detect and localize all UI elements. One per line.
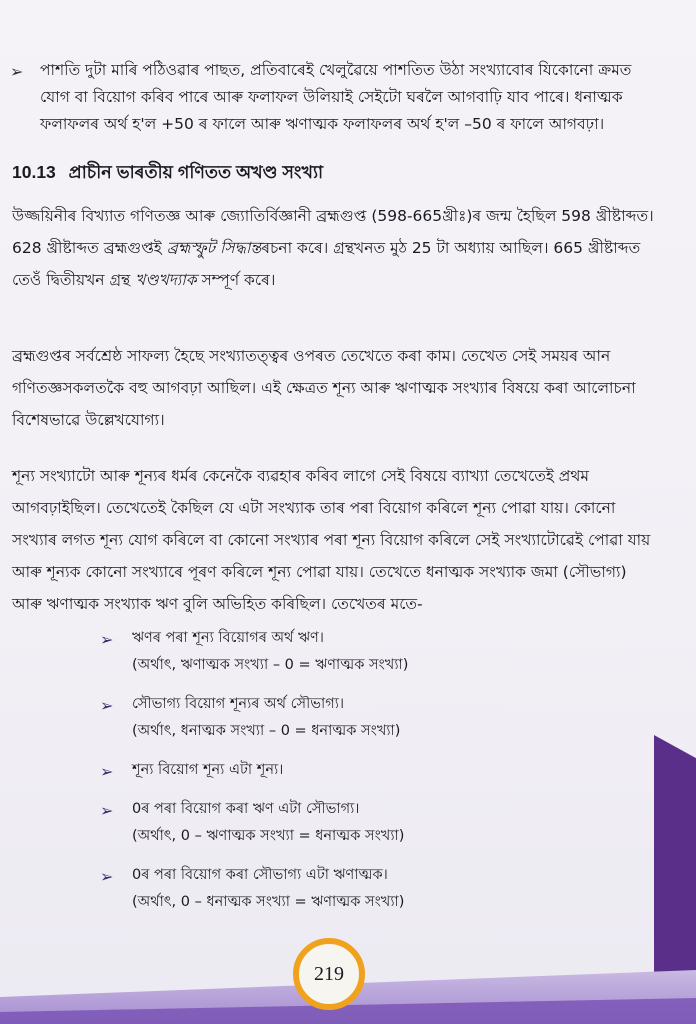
intro-line: পাশতি দুটা মাৰি পঠিওৱাৰ পাছত, প্ৰতিবাৰেই খেলুৱৈয়ে পাশতিত উঠা সংখ্যাবোৰ যিকোনো ক্ৰমত xyxy=(40,61,632,79)
paragraph-zero-rules xyxy=(12,460,682,620)
list-item xyxy=(100,625,660,679)
rule-example: (অৰ্থাৎ, ধনাত্মক সংখ্যা – 0 = ধনাত্মক সংখ্যা) xyxy=(132,723,401,739)
book-title: ব্ৰহ্মস্ফুট সিদ্ধান্ত xyxy=(166,239,262,257)
page-number: 219 xyxy=(314,962,344,985)
rule-example: (অৰ্থাৎ, ঋণাত্মক সংখ্যা – 0 = ঋণাত্মক সংখ্যা) xyxy=(132,657,409,673)
section-number: 10.13 xyxy=(12,162,56,182)
bullet-arrow-icon: ➢ xyxy=(100,801,114,820)
rule-text: শূন্য বিয়োগ শূন্য এটা শূন্য। xyxy=(132,762,284,778)
rule-text: ঋণৰ পৰা শূন্য বিয়োগৰ অৰ্থ ঋণ। xyxy=(132,630,324,646)
bullet-arrow-icon: ➢ xyxy=(100,696,114,715)
paragraph-line: তেওঁ দ্বিতীয়খন গ্ৰন্থ খণ্ডখদ্যাক সম্পূৰ্ণ কৰে। xyxy=(12,271,276,289)
section-heading xyxy=(12,160,672,189)
list-item xyxy=(100,757,660,784)
bullet-arrow-icon: ➢ xyxy=(100,762,114,781)
rule-text: 0ৰ পৰা বিয়োগ কৰা ঋণ এটা সৌভাগ্য। xyxy=(132,801,360,817)
rules-list xyxy=(100,625,660,928)
rule-example: (অৰ্থাৎ, 0 – ঋণাত্মক সংখ্যা = ধনাত্মক সংখ্যা) xyxy=(132,828,405,844)
paragraph-line: আৰু ঋণাত্মক সংখ্যাক ঋণ বুলি অভিহিত কৰিছিল। তেখেতৰ মতে- xyxy=(12,595,423,613)
paragraph-line: আগবঢ়াইছিল। তেখেতেই কৈছিল যে এটা সংখ্যাক তাৰ পৰা বিয়োগ কৰিলে শূন্য পোৱা যায়। কোনো xyxy=(12,499,616,517)
paragraph-line: সংখ্যাৰ লগত শূন্য যোগ কৰিলে বা কোনো সংখ্যাৰ পৰা শূন্য বিয়োগ কৰিলে সেই সংখ্যাটোৱেই পোৱা যায় xyxy=(12,531,651,549)
paragraph-line: শূন্য সংখ্যাটো আৰু শূন্যৰ ধৰ্মৰ কেনেকৈ ব্যৱহাৰ কৰিব লাগে সেই বিষয়ে ব্যাখ্যা তেখেতেই প্ৰথম xyxy=(12,467,590,485)
bullet-arrow-icon: ➢ xyxy=(100,630,114,649)
list-item xyxy=(100,796,660,850)
paragraph-brahmagupta-bio xyxy=(12,200,682,296)
paragraph-achievement xyxy=(12,340,682,436)
page-number-badge xyxy=(293,938,365,1010)
paragraph-line: আৰু শূন্যক কোনো সংখ্যাৰে পূৰণ কৰিলে শূন্য পোৱা যায়। তেখেতে ধনাত্মক সংখ্যাক জমা (সৌভাগ্য) xyxy=(12,563,627,581)
rule-text: সৌভাগ্য বিয়োগ শূন্যৰ অৰ্থ সৌভাগ্য। xyxy=(132,696,345,712)
rule-text: 0ৰ পৰা বিয়োগ কৰা সৌভাগ্য এটা ঋণাত্মক। xyxy=(132,867,388,883)
paragraph-line: গণিতজ্ঞসকলতকৈ বহু আগবঢ়া আছিল। এই ক্ষেত্ৰত শূন্য আৰু ঋণাত্মক সংখ্যাৰ বিষয়ে কৰা আলোচনা xyxy=(12,379,636,397)
bullet-arrow-icon: ➢ xyxy=(100,867,114,886)
section-title: প্ৰাচীন ভাৰতীয় গণিতত অখণ্ড সংখ্যা xyxy=(68,162,324,182)
book-title: খণ্ডখদ্যাক xyxy=(135,271,197,289)
intro-paragraph xyxy=(40,57,680,138)
bullet-arrow-icon: ➢ xyxy=(10,62,24,81)
paragraph-line: বিশেষভাৱে উল্লেখযোগ্য। xyxy=(12,411,165,429)
list-item xyxy=(100,691,660,745)
paragraph-line: উজ্জয়িনীৰ বিখ্যাত গণিতজ্ঞ আৰু জ্যোতিৰ্বিজ্ঞানী ব্ৰহ্মগুপ্ত (598-665খ্ৰীঃ)ৰ জন্ম হৈছিল 598 খ্ৰীষ্টাব্দত। xyxy=(12,207,654,225)
paragraph-line: 628 খ্ৰীষ্টাব্দত ব্ৰহ্মগুপ্তই ব্ৰহ্মস্ফুট সিদ্ধান্তৰচনা কৰে। গ্ৰন্থখনত মুঠ 25 টা অধ্যায় আছিল। 665 খ্ৰীষ্টাব্দত xyxy=(12,239,641,257)
intro-line: যোগ বা বিয়োগ কৰিব পাৰে আৰু ফলাফল উলিয়াই সেইটো ঘৰলৈ আগবাঢ়ি যাব পাৰে। ধনাত্মক xyxy=(40,88,623,106)
rule-example: (অৰ্থাৎ, 0 – ধনাত্মক সংখ্যা = ঋণাত্মক সংখ্যা) xyxy=(132,894,405,910)
list-item xyxy=(100,862,660,916)
intro-line: ফলাফলৰ অৰ্থ হ'ল +50 ৰ ফালে আৰু ঋণাত্মক ফলাফলৰ অৰ্থ হ'ল –50 ৰ ফালে আগবঢ়া। xyxy=(40,115,605,133)
paragraph-line: ব্ৰহ্মগুপ্তৰ সৰ্বশ্ৰেষ্ঠ সাফল্য হৈছে সংখ্যাতত্ত্বৰ ওপৰত তেখেতে কৰা কাম। তেখেত সেই সময়ৰ আন xyxy=(12,347,611,365)
